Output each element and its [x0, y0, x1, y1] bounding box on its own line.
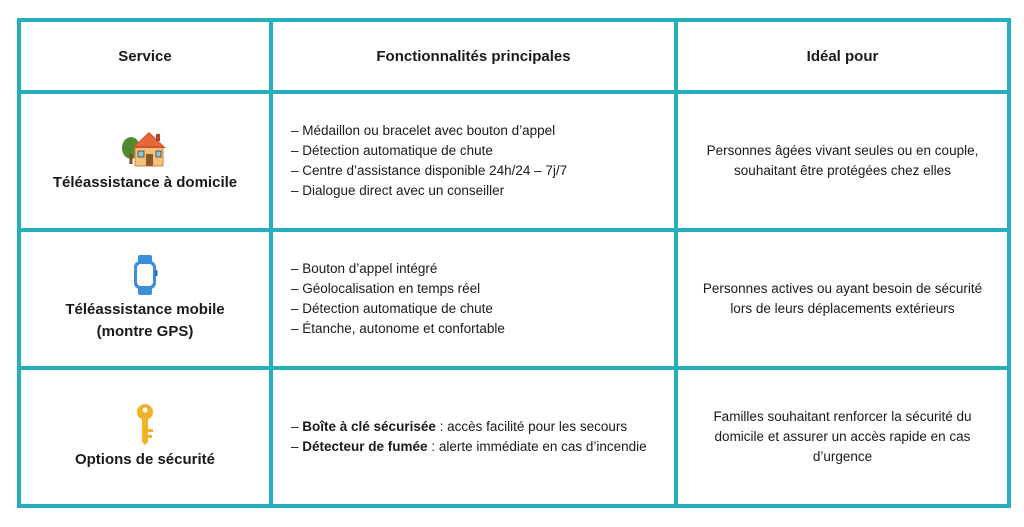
list-item: – Bouton d’appel intégré: [291, 261, 438, 276]
list-item: [291, 437, 662, 457]
ideal-for-cell: Personnes âgées vivant seules ou en couple, souhaitant être protégées chez elles: [676, 92, 1009, 230]
table-row: [19, 368, 1009, 506]
header-row: [19, 20, 1009, 92]
smartwatch-icon: [132, 255, 158, 295]
key-icon: [134, 403, 156, 445]
feature-prefix: –: [291, 439, 303, 454]
header-ideal-for: Idéal pour: [676, 20, 1009, 92]
service-cell: [19, 368, 271, 506]
service-name-line1: Téléassistance mobile: [65, 301, 225, 318]
list-item: – Géolocalisation en temps réel: [291, 281, 481, 296]
list-item: – Médaillon ou bracelet avec bouton d’appel: [291, 123, 556, 138]
ideal-for-cell: Personnes actives ou ayant besoin de sécurité lors de leurs déplacements extérieurs: [676, 230, 1009, 368]
ideal-for-cell: Familles souhaitant renforcer la sécurité du domicile et assurer un accès rapide en cas d’urgence: [676, 368, 1009, 506]
list-item: – Centre d’assistance disponible 24h/24 – 7j/7: [291, 163, 568, 178]
services-table: [17, 18, 1011, 508]
features-cell: [271, 230, 676, 368]
list-item: – Détection automatique de chute: [291, 143, 493, 158]
house-icon: [120, 128, 170, 168]
table-row: [19, 92, 1009, 230]
list-item: – Dialogue direct avec un conseiller: [291, 183, 505, 198]
list-item: – Étanche, autonome et confortable: [291, 321, 505, 336]
features-list: [291, 417, 662, 457]
feature-rest: : accès facilité pour les secours: [435, 419, 628, 434]
feature-prefix: –: [291, 419, 303, 434]
header-features: Fonctionnalités principales: [271, 20, 676, 92]
features-cell: [271, 368, 676, 506]
feature-rest: : alerte immédiate en cas d’incendie: [427, 439, 647, 454]
features-list: [291, 121, 662, 201]
service-cell: [19, 230, 271, 368]
table-row: [19, 230, 1009, 368]
services-table-container: [17, 18, 1007, 508]
service-name: Options de sécurité: [74, 451, 216, 468]
feature-bold: Boîte à clé sécurisée: [302, 419, 436, 434]
service-name: Téléassistance à domicile: [52, 174, 238, 191]
features-list: [291, 259, 662, 339]
list-item: [291, 417, 662, 437]
feature-bold: Détecteur de fumée: [302, 439, 428, 454]
header-service: Service: [19, 20, 271, 92]
service-cell: [19, 92, 271, 230]
features-cell: [271, 92, 676, 230]
service-name-line2: (montre GPS): [96, 323, 194, 340]
list-item: – Détection automatique de chute: [291, 301, 493, 316]
